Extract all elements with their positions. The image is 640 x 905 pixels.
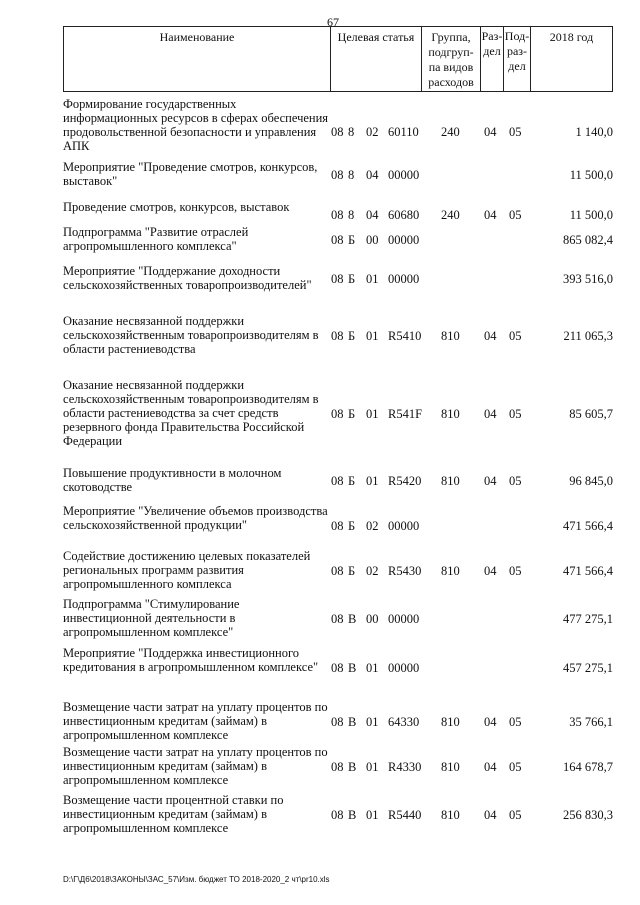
code-direction: R5420 [388, 474, 422, 488]
code-subprogram: Б [348, 564, 356, 578]
header-name: Наименование [63, 26, 330, 92]
code-subprogram: В [348, 612, 357, 626]
row-name: Оказание несвязанной поддержки сельскохозяйственным товаропроизводителям в области растениеводства [63, 314, 319, 356]
razdel: 04 [484, 125, 497, 139]
code-direction: 60110 [388, 125, 419, 139]
code-event: 04 [366, 168, 379, 182]
podrazdel: 05 [509, 407, 522, 421]
razdel: 04 [484, 329, 497, 343]
podrazdel: 05 [509, 715, 522, 729]
header-target-article: Целевая статья [330, 26, 421, 92]
code-event: 01 [366, 661, 379, 675]
code-event: 01 [366, 272, 379, 286]
row-name: Проведение смотров, конкурсов, выставок [63, 200, 290, 214]
razdel: 04 [484, 564, 497, 578]
amount-2018: 471 566,4 [563, 564, 613, 578]
code-direction: 00000 [388, 168, 420, 182]
code-program: 08 [331, 519, 344, 533]
code-subprogram: Б [348, 407, 356, 421]
code-program: 08 [331, 760, 344, 774]
code-program: 08 [331, 208, 344, 222]
code-subprogram: Б [348, 233, 356, 247]
file-path-footer: D:\Г\Д6\2018\ЗАКОНЫ\ЗАС_57\Изм. бюджет ТО 2018-2020_2 чт\pr10.xls [63, 875, 330, 884]
code-program: 08 [331, 612, 344, 626]
amount-2018: 471 566,4 [563, 519, 613, 533]
expense-group: 810 [441, 715, 460, 729]
code-direction: R541F [388, 407, 423, 421]
row-name: Мероприятие "Проведение смотров, конкурсов, выставок" [63, 160, 318, 188]
code-direction: 00000 [388, 233, 420, 247]
code-program: 08 [331, 272, 344, 286]
expense-group: 810 [441, 760, 460, 774]
code-event: 01 [366, 808, 379, 822]
podrazdel: 05 [509, 808, 522, 822]
podrazdel: 05 [509, 125, 522, 139]
amount-2018: 164 678,7 [563, 760, 613, 774]
row-name: Возмещение части процентной ставки по инвестиционным кредитам (займам) в агропромышленном комплексе [63, 793, 284, 835]
code-subprogram: 8 [348, 125, 355, 139]
row-name: Возмещение части затрат на уплату процентов по инвестиционным кредитам (займам) в агропромышленном комплексе [63, 700, 328, 742]
code-direction: 64330 [388, 715, 420, 729]
header-podrazdel: Под- раз- дел [503, 26, 530, 92]
razdel: 04 [484, 808, 497, 822]
expense-group: 240 [441, 208, 460, 222]
code-direction: 00000 [388, 272, 420, 286]
row-name: Оказание несвязанной поддержки сельскохозяйственным товаропроизводителям в области растениеводства за счет средств резервного фонда Правительства Российской Федерации [63, 378, 319, 448]
razdel: 04 [484, 760, 497, 774]
row-name: Возмещение части затрат на уплату процентов по инвестиционным кредитам (займам) в агропромышленном комплексе [63, 745, 328, 787]
amount-2018: 96 845,0 [569, 474, 613, 488]
code-subprogram: В [348, 760, 357, 774]
code-event: 01 [366, 760, 379, 774]
code-program: 08 [331, 329, 344, 343]
code-subprogram: Б [348, 329, 356, 343]
code-direction: 00000 [388, 661, 420, 675]
expense-group: 810 [441, 329, 460, 343]
row-name: Мероприятие "Поддержка инвестиционного кредитования в агропромышленном комплексе" [63, 646, 319, 674]
amount-2018: 1 140,0 [575, 125, 613, 139]
header-group: Группа, подгруп- па видов расходов [421, 26, 480, 92]
header-year: 2018 год [530, 26, 613, 92]
code-program: 08 [331, 474, 344, 488]
code-subprogram: В [348, 808, 357, 822]
amount-2018: 477 275,1 [563, 612, 613, 626]
code-direction: 60680 [388, 208, 420, 222]
expense-group: 810 [441, 564, 460, 578]
code-direction: R5440 [388, 808, 422, 822]
row-name: Содействие достижению целевых показателей региональных программ развития агропромышленного комплекса [63, 549, 311, 591]
row-name: Мероприятие "Поддержание доходности сельскохозяйственных товаропроизводителей" [63, 264, 312, 292]
code-event: 02 [366, 564, 379, 578]
code-subprogram: Б [348, 474, 356, 488]
amount-2018: 211 065,3 [563, 329, 613, 343]
page-number: 67 [327, 15, 339, 29]
podrazdel: 05 [509, 329, 522, 343]
row-name: Мероприятие "Увеличение объемов производства сельскохозяйственной продукции" [63, 504, 328, 532]
expense-group: 810 [441, 407, 460, 421]
code-event: 04 [366, 208, 379, 222]
code-event: 02 [366, 519, 379, 533]
row-name: Формирование государственных информационных ресурсов в сферах обеспечения продовольственной безопасности и управления АПК [63, 97, 329, 153]
code-program: 08 [331, 564, 344, 578]
code-program: 08 [331, 661, 344, 675]
razdel: 04 [484, 715, 497, 729]
header-razdel: Раз- дел [480, 26, 503, 92]
code-direction: R4330 [388, 760, 422, 774]
code-subprogram: Б [348, 272, 356, 286]
code-direction: R5430 [388, 564, 422, 578]
code-direction: 00000 [388, 519, 420, 533]
amount-2018: 85 605,7 [569, 407, 613, 421]
row-name: Подпрограмма "Стимулирование инвестиционной деятельности в агропромышленном комплексе" [63, 597, 240, 639]
razdel: 04 [484, 208, 497, 222]
code-program: 08 [331, 407, 344, 421]
code-program: 08 [331, 233, 344, 247]
razdel: 04 [484, 407, 497, 421]
code-subprogram: В [348, 661, 357, 675]
amount-2018: 35 766,1 [569, 715, 613, 729]
code-program: 08 [331, 808, 344, 822]
code-event: 01 [366, 715, 379, 729]
code-subprogram: В [348, 715, 357, 729]
amount-2018: 11 500,0 [569, 208, 613, 222]
code-event: 01 [366, 329, 379, 343]
code-program: 08 [331, 168, 344, 182]
code-program: 08 [331, 715, 344, 729]
podrazdel: 05 [509, 760, 522, 774]
podrazdel: 05 [509, 564, 522, 578]
code-event: 00 [366, 612, 379, 626]
code-program: 08 [331, 125, 344, 139]
row-name: Подпрограмма "Развитие отраслей агропромышленного комплекса" [63, 225, 249, 253]
amount-2018: 457 275,1 [563, 661, 613, 675]
code-direction: 00000 [388, 612, 420, 626]
podrazdel: 05 [509, 208, 522, 222]
expense-group: 240 [441, 125, 460, 139]
amount-2018: 11 500,0 [569, 168, 613, 182]
razdel: 04 [484, 474, 497, 488]
code-event: 02 [366, 125, 379, 139]
code-subprogram: 8 [348, 208, 355, 222]
code-event: 00 [366, 233, 379, 247]
code-event: 01 [366, 407, 379, 421]
expense-group: 810 [441, 808, 460, 822]
expense-group: 810 [441, 474, 460, 488]
amount-2018: 393 516,0 [563, 272, 613, 286]
amount-2018: 256 830,3 [563, 808, 613, 822]
code-direction: R5410 [388, 329, 422, 343]
amount-2018: 865 082,4 [563, 233, 613, 247]
podrazdel: 05 [509, 474, 522, 488]
code-subprogram: Б [348, 519, 356, 533]
code-subprogram: 8 [348, 168, 355, 182]
row-name: Повышение продуктивности в молочном скотоводстве [63, 466, 282, 494]
code-event: 01 [366, 474, 379, 488]
